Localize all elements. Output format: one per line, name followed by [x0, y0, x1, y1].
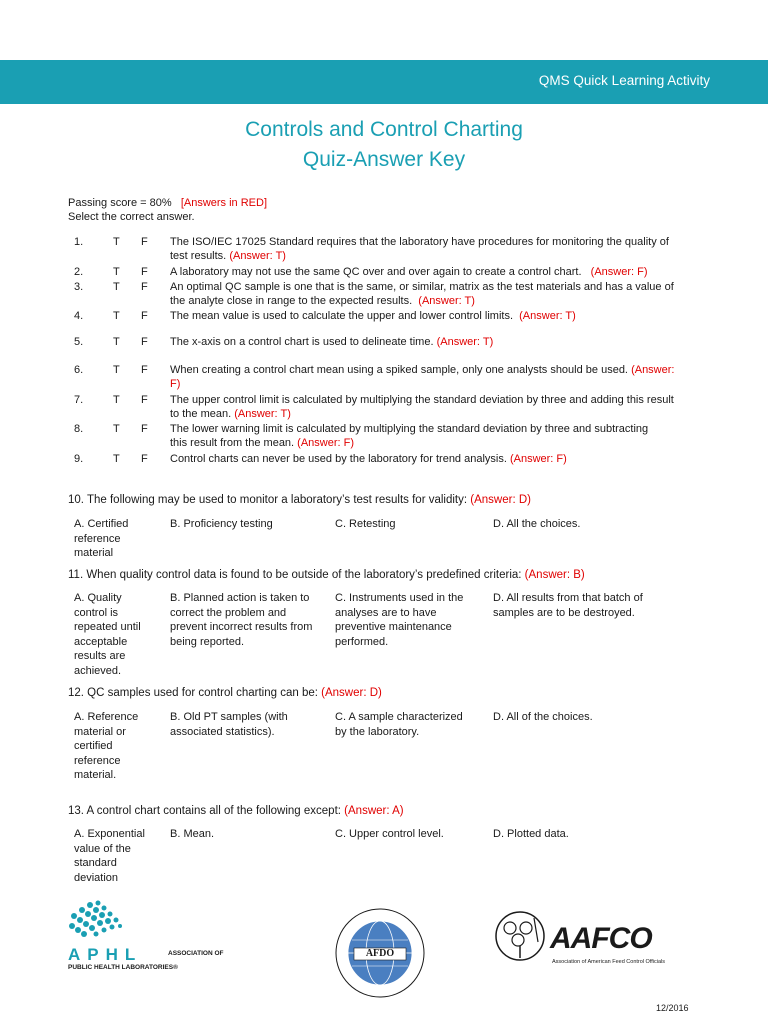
option-a: A. Quality control is repeated until acceptable results are achieved. [74, 592, 141, 677]
answer: (Answer: D) [321, 687, 382, 699]
question-text: An optimal QC sample is one that is the same, or similar, matrix as the test materials and has a value of the analyte close in range to the expected results. (Answer: T) [170, 281, 674, 307]
true-option: T [113, 236, 120, 248]
option-d: D. Plotted data. [493, 828, 569, 840]
question-number: 6. [74, 364, 84, 376]
aphl-name: APHL [68, 945, 143, 964]
answer: (Answer: F) [297, 437, 355, 449]
answer: (Answer: A) [344, 805, 404, 817]
answer: (Answer: B) [524, 569, 585, 581]
instruction: Select the correct answer. [68, 211, 195, 223]
question-text: The lower warning limit is calculated by multiplying the standard deviation by three and subtracting this result from the mean. (Answer: F) [170, 423, 649, 449]
option-c: C. Upper control level. [335, 828, 444, 840]
true-option: T [113, 364, 120, 376]
question-number: 8. [74, 423, 84, 435]
false-option: F [141, 423, 148, 435]
page-subtitle: Quiz-Answer Key [302, 148, 466, 171]
aphl-logo [66, 900, 266, 980]
option-c: C. A sample characterized by the laboratory. [335, 711, 463, 738]
mc-question [68, 687, 718, 699]
question-text: 12. QC samples used for control charting can be: [68, 687, 318, 699]
false-option: F [141, 281, 148, 293]
answer: (Answer: T) [229, 250, 286, 262]
option-d: D. All results from that batch of samples are to be destroyed. [493, 592, 643, 619]
answer: (Answer: F) [590, 266, 648, 278]
answer: (Answer: D) [470, 494, 531, 506]
question-number: 3. [74, 281, 84, 293]
option-c: C. Instruments used in the analyses are to have preventive maintenance performed. [335, 592, 464, 648]
question-number: 2. [74, 266, 84, 278]
false-option: F [141, 453, 148, 465]
question-text: The x-axis on a control chart is used to delineate time. (Answer: T) [170, 336, 494, 348]
page-title: Controls and Control Charting [245, 118, 523, 141]
answer: (Answer: T) [519, 310, 576, 322]
true-option: T [113, 281, 120, 293]
option-a: A. Exponential value of the standard deviation [74, 828, 145, 884]
false-option: F [141, 336, 148, 348]
question-number: 5. [74, 336, 84, 348]
answer: (Answer: F) [509, 453, 567, 465]
option-b: B. Proficiency testing [170, 518, 273, 530]
question-text: The ISO/IEC 17025 Standard requires that the laboratory have procedures for monitoring the quality of test results. (Answer: T) [170, 236, 669, 262]
document-date: 12/2016 [656, 1003, 689, 1013]
answer: (Answer: T) [418, 295, 475, 307]
option-d: D. All of the choices. [493, 711, 593, 723]
option-b: B. Old PT samples (with associated statistics). [170, 711, 288, 738]
option-b: B. Mean. [170, 828, 215, 840]
true-option: T [113, 310, 120, 322]
true-option: T [113, 336, 120, 348]
false-option: F [141, 364, 148, 376]
header-banner [0, 60, 768, 104]
answers-note: [Answers in RED] [180, 197, 268, 209]
mc-question [68, 494, 718, 506]
mc-question [68, 805, 718, 817]
question-text: 10. The following may be used to monitor a laboratory’s test results for validity: [68, 494, 468, 506]
true-option: T [113, 266, 120, 278]
passing-score: Passing score = 80% [68, 197, 172, 209]
false-option: F [141, 394, 148, 406]
aafco-name: AAFCO [550, 922, 652, 955]
option-d: D. All the choices. [493, 518, 581, 530]
aafco-sub: Association of American Feed Control Officials [552, 959, 666, 965]
option-c: C. Retesting [335, 518, 396, 530]
answer: (Answer: F) [170, 364, 675, 390]
question-number: 9. [74, 453, 84, 465]
option-a: A. Reference material or certified reference material. [74, 711, 139, 781]
answer: (Answer: T) [234, 408, 291, 420]
answer: (Answer: T) [436, 336, 494, 348]
mc-question [68, 569, 718, 581]
banner-title: QMS Quick Learning Activity [538, 73, 710, 88]
question-text: When creating a control chart mean using a spiked sample, only one analysts should be used. (Answer: F) [170, 364, 675, 390]
false-option: F [141, 310, 148, 322]
afdo-logo [330, 898, 430, 1008]
aafco-seal-icon [494, 908, 546, 964]
question-text: 11. When quality control data is found to be outside of the laboratory’s predefined criteria: [68, 569, 522, 581]
true-option: T [113, 394, 120, 406]
question-number: 7. [74, 394, 84, 406]
aphl-dots-icon [66, 900, 136, 950]
true-option: T [113, 423, 120, 435]
question-text: A laboratory may not use the same QC over and over again to create a control chart. (Answer: F) [170, 266, 648, 278]
question-number: 1. [74, 236, 84, 248]
question-number: 4. [74, 310, 84, 322]
question-text: 13. A control chart contains all of the following except: [68, 805, 341, 817]
aphl-sub1: ASSOCIATION OF [168, 950, 224, 957]
option-a: A. Certified reference material [74, 518, 129, 559]
true-option: T [113, 453, 120, 465]
false-option: F [141, 236, 148, 248]
question-text: Control charts can never be used by the laboratory for trend analysis. (Answer: F) [170, 453, 567, 465]
afdo-name: AFDO [365, 948, 395, 959]
false-option: F [141, 266, 148, 278]
question-text: The upper control limit is calculated by multiplying the standard deviation by three and adding this result to the mean. (Answer: T) [170, 394, 674, 420]
passing-score-line [68, 196, 267, 210]
aphl-sub2: PUBLIC HEALTH LABORATORIES® [68, 964, 178, 971]
option-b: B. Planned action is taken to correct the problem and prevent incorrect results from being reported. [170, 592, 313, 648]
question-text: The mean value is used to calculate the upper and lower control limits. (Answer: T) [170, 310, 576, 322]
aafco-logo [494, 908, 694, 978]
